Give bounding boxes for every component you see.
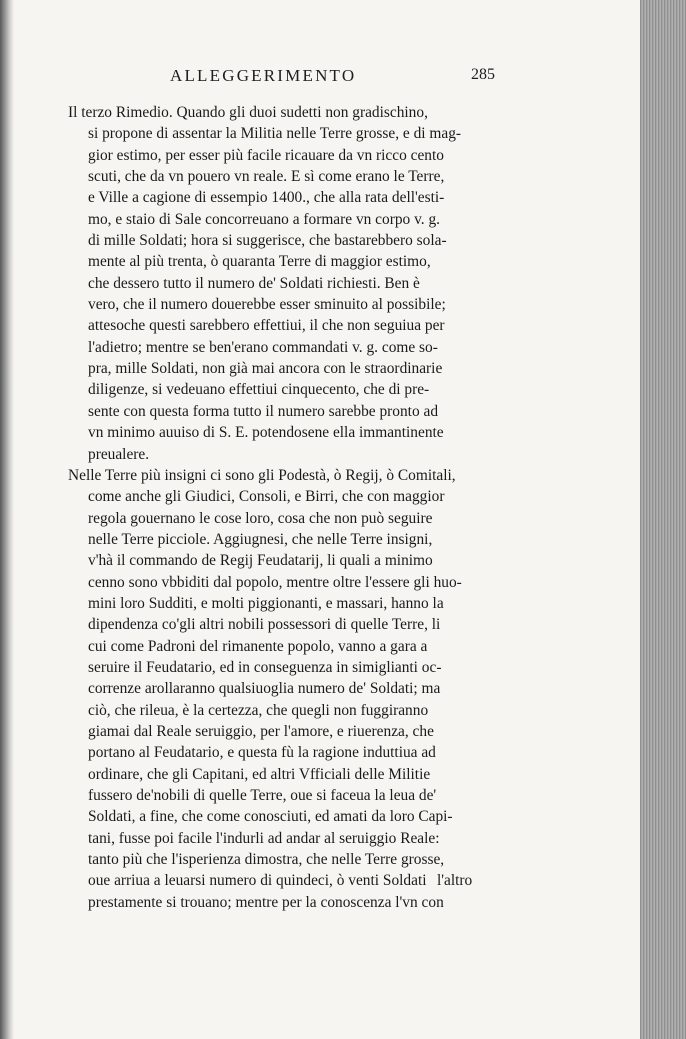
- text-line: cui come Padroni del rimanente popolo, vanno a gara a: [88, 637, 428, 655]
- page-number: 285: [471, 66, 495, 83]
- text-line: vero, che il numero douerebbe esser sminuito al possibile;: [88, 296, 446, 314]
- text-line: Soldati, a fine, che come conosciuti, ed amati da loro Capi-: [88, 808, 453, 826]
- text-line: preualere.: [88, 445, 150, 463]
- text-line: Nelle Terre più insigni ci sono gli Podestà, ò Regij, ò Comitali,: [68, 466, 456, 484]
- text-line: sente con questa forma tutto il numero sarebbe pronto ad: [88, 402, 439, 420]
- running-title: ALLEGGERIMENTO: [170, 66, 357, 85]
- paragraph-1: [68, 102, 498, 465]
- text-line: mo, e staio di Sale concorreuano a formare vn corpo v. g.: [88, 210, 441, 228]
- text-line: cenno sono vbbiditi dal popolo, mentre oltre l'essere gli huo-: [88, 573, 462, 591]
- page-header: [150, 66, 495, 90]
- text-line: prestamente si trouano; mentre per la conoscenza l'vn con: [88, 893, 444, 911]
- text-line: mini loro Sudditi, e molti piggionanti, e massari, hanno la: [88, 594, 444, 612]
- text-line: dipendenza co'gli altri nobili possessori di quelle Terre, li: [88, 616, 441, 634]
- text-line: v'hà il commando de Regij Feudatarij, li quali a minimo: [88, 552, 433, 570]
- text-line: ordinare, che gli Capitani, ed altri Vfficiali delle Militie: [88, 765, 431, 783]
- text-line: portano al Feudatario, e questa fù la ragione induttiua ad: [88, 744, 436, 762]
- text-line: si propone di assentar la Militia nelle Terre grosse, e di mag-: [88, 125, 462, 143]
- text-line: giamai dal Reale seruiggio, per l'amore, e riuerenza, che: [88, 722, 434, 740]
- page-edges: [640, 0, 686, 1039]
- text-line: tani, fusse poi facile l'indurli ad andar al seruiggio Reale:: [88, 829, 440, 847]
- text-line: regola gouernano le cose loro, cosa che non può seguire: [88, 509, 433, 527]
- text-line: nelle Terre picciole. Aggiugnesi, che nelle Terre insigni,: [88, 530, 433, 548]
- text-line: seruire il Feudatario, ed in conseguenza in simiglianti oc-: [88, 658, 442, 676]
- text-line: fussero de'nobili di quelle Terre, oue si faceua la leua de': [88, 787, 437, 804]
- text-line: vn minimo auuiso di S. E. potendosene ella immantinente: [88, 424, 444, 442]
- catchword: l'altro: [437, 872, 473, 889]
- book-gutter: [0, 0, 14, 1039]
- text-line: di mille Soldati; hora si suggerisce, che bastarebbero sola-: [88, 232, 447, 250]
- text-line: attesoche questi sarebbero effettiui, il che non seguiua per: [88, 317, 445, 335]
- text-line: pra, mille Soldati, non già mai ancora con le straordinarie: [88, 360, 443, 378]
- text-line: correnze arollaranno qualsiuoglia numero de' Soldati; ma: [88, 680, 441, 698]
- text-line: diligenze, si vedeuano effettiui cinquecento, che di pre-: [88, 381, 430, 399]
- text-line: che dessero tutto il numero de' Soldati richiesti. Ben è: [88, 274, 420, 292]
- text-line: l'adietro; mentre se ben'erano commandati v. g. come so-: [88, 338, 438, 356]
- paragraph-2: [68, 465, 498, 913]
- text-line: come anche gli Giudici, Consoli, e Birri, che con maggior: [88, 488, 445, 506]
- text-line: tanto più che l'isperienza dimostra, che nelle Terre grosse,: [88, 851, 445, 869]
- text-line: mente al più trenta, ò quaranta Terre di maggior estimo,: [88, 253, 431, 271]
- text-line: Il terzo Rimedio. Quando gli duoi sudetti non gradischino,: [68, 104, 428, 121]
- text-line: scuti, che da vn pouero vn reale. E sì come erano le Terre,: [88, 168, 445, 186]
- text-line: ciò, che rileua, è la certezza, che quegli non fuggiranno: [88, 701, 429, 719]
- text-line: gior estimo, per esser più facile ricauare da vn ricco cento: [88, 146, 444, 164]
- text-line: e Ville a cagione di essempio 1400., che alla rata dell'esti-: [88, 189, 445, 207]
- text-line: oue arriua a leuarsi numero di quindeci, ò venti Soldati: [88, 872, 427, 890]
- body-text: [68, 102, 498, 913]
